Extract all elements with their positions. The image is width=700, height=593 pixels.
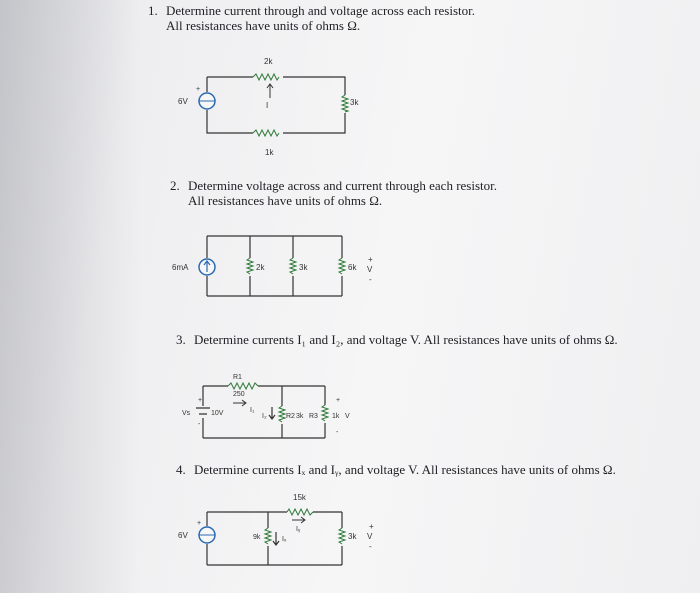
current-label: Iₓ xyxy=(282,536,287,543)
resistor-label: 1k xyxy=(265,148,274,157)
problem-number: 3. xyxy=(176,332,186,347)
resistor-name: R1 xyxy=(233,374,242,381)
plus-sign: + xyxy=(336,397,341,404)
plus-sign: + xyxy=(197,520,202,527)
problem-text-line2: All resistances have units of ohms Ω. xyxy=(166,18,361,33)
current-label: I₂ xyxy=(262,413,267,420)
resistor-name: R3 xyxy=(309,413,318,420)
problem-number: 1. xyxy=(148,3,158,18)
problem-text-line1: Determine voltage across and current through each resistor. xyxy=(188,178,497,193)
resistor-value: 250 xyxy=(233,391,245,398)
voltage-source-icon xyxy=(199,527,215,543)
voltage-label: V xyxy=(345,413,350,420)
minus-sign: - xyxy=(198,421,201,428)
resistor-label: 6k xyxy=(348,263,357,272)
problem-text-line1: Determine currents Iₓ and Iᵧ, and voltage V. All resistances have units of ohms Ω. xyxy=(194,462,616,477)
source-label: 6V xyxy=(178,97,188,106)
source-label: 6mA xyxy=(172,263,189,272)
problem-number: 2. xyxy=(170,178,180,193)
resistor-label: 3k xyxy=(350,98,359,107)
resistor-value: 1k xyxy=(332,413,340,420)
circuit-4-wires xyxy=(207,512,342,565)
plus-sign: + xyxy=(198,397,203,404)
voltage-label: V xyxy=(367,532,373,541)
current-label: I₁ xyxy=(250,407,255,414)
current-label: I xyxy=(266,101,269,110)
problem-text-line1: Determine currents I₁ and I₂, and voltage V. All resistances have units of ohms Ω. xyxy=(194,332,618,347)
problem-text-line2: All resistances have units of ohms Ω. xyxy=(188,193,383,208)
resistor-icon xyxy=(265,528,271,544)
resistor-label: 3k xyxy=(348,532,357,541)
resistor-label: 15k xyxy=(293,493,306,502)
resistor-icon xyxy=(287,509,313,515)
current-arrow-icon xyxy=(292,517,305,523)
resistor-value: 3k xyxy=(296,413,304,420)
voltage-label: V xyxy=(367,265,373,274)
plus-sign: + xyxy=(369,522,374,531)
resistor-label: 2k xyxy=(264,57,273,66)
resistor-name: R2 xyxy=(286,413,295,420)
minus-sign: - xyxy=(369,542,372,551)
plus-sign: + xyxy=(368,255,373,264)
current-label: Iᵧ xyxy=(296,526,301,533)
resistor-icon xyxy=(339,528,345,544)
source-value: 10V xyxy=(211,410,224,417)
resistor-label: 9k xyxy=(253,534,261,541)
problem-text-line1: Determine current through and voltage across each resistor. xyxy=(166,3,475,18)
plus-sign: + xyxy=(196,86,201,93)
minus-sign: - xyxy=(336,429,339,436)
resistor-label: 2k xyxy=(256,263,265,272)
problem-number: 4. xyxy=(176,462,186,477)
minus-sign: - xyxy=(369,275,372,284)
current-arrow-icon xyxy=(273,532,279,545)
source-label: 6V xyxy=(178,531,188,540)
source-name: Vs xyxy=(182,410,191,417)
resistor-label: 3k xyxy=(299,263,308,272)
